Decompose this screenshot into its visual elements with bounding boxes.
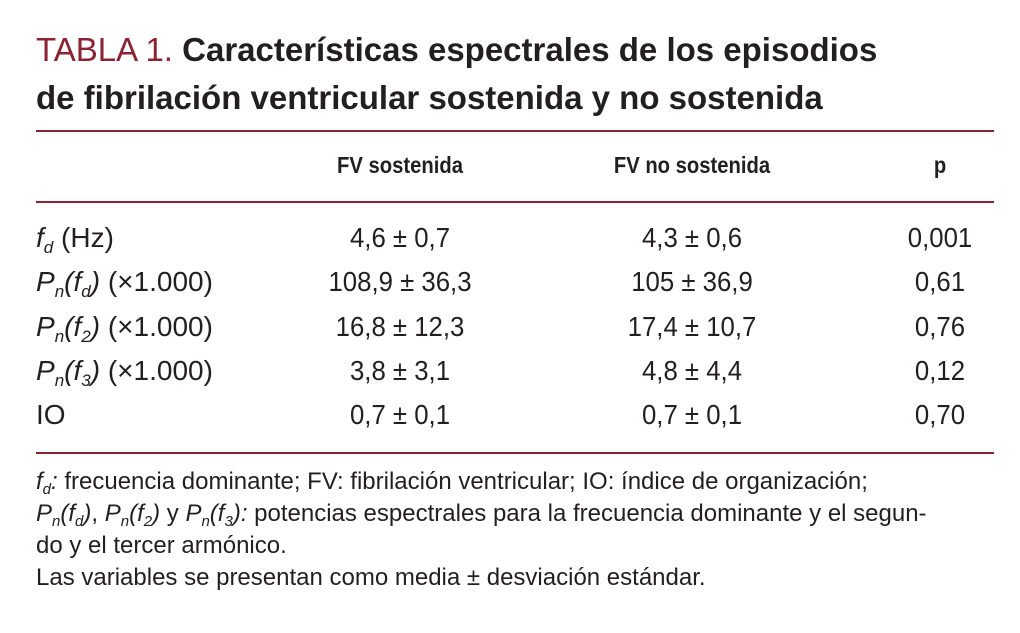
- row-label: $P_n(f_3)$ (×1.000): [36, 355, 213, 390]
- table-footnotes: [36, 466, 996, 594]
- cell-fv-sostenida: 108,9 ± 36,3: [328, 266, 472, 297]
- title-line-2: de fibrilación ventricular sostenida y no sostenida: [36, 79, 823, 116]
- cell-fv-sostenida: 3,8 ± 3,1: [349, 355, 451, 386]
- table-row-pn-f3: [0, 355, 1020, 399]
- cell-p: 0,70: [914, 399, 966, 430]
- table-row-fd: [0, 222, 1020, 266]
- top-rule: [36, 130, 994, 132]
- cell-fv-sostenida: 4,6 ± 0,7: [349, 222, 451, 253]
- table-row-pn-fd: [0, 266, 1020, 310]
- footnote-abbreviations: $f_d$: frecuencia dominante; FV: fibrilación ventricular; IO: índice de organización;: [36, 468, 868, 498]
- footnote-harmonics: do y el tercer armónico.: [36, 532, 287, 559]
- row-label: $P_n(f_d)$ (×1.000): [36, 266, 213, 301]
- cell-fv-no-sostenida: 105 ± 36,9: [631, 266, 753, 297]
- footnote-variables: Las variables se presentan como media ± desviación estándar.: [36, 564, 706, 591]
- cell-p: 0,76: [914, 311, 966, 342]
- bottom-rule: [36, 452, 994, 454]
- title-line-1: Características espectrales de los episodios: [182, 31, 878, 68]
- header-fv-no-sostenida: FV no sostenida: [613, 152, 771, 178]
- cell-p: 0,12: [914, 355, 966, 386]
- row-label: IO: [36, 399, 66, 430]
- cell-fv-no-sostenida: 17,4 ± 10,7: [627, 311, 757, 342]
- cell-p: 0,001: [907, 222, 973, 253]
- row-label: $f_d$ (Hz): [36, 222, 114, 257]
- cell-fv-no-sostenida: 4,3 ± 0,6: [641, 222, 743, 253]
- table-row-io: [0, 399, 1020, 443]
- cell-fv-sostenida: 0,7 ± 0,1: [349, 399, 451, 430]
- table-title: [36, 26, 1006, 122]
- table-number: TABLA 1.: [36, 31, 173, 68]
- footnote-spectral-powers: $P_n(f_d)$, $P_n(f_2)$ y $P_n(f_3)$: potencias espectrales para la frecuencia dominante y el segun-: [36, 500, 927, 530]
- cell-fv-sostenida: 16,8 ± 12,3: [335, 311, 465, 342]
- header-rule: [36, 201, 994, 203]
- row-label: $P_n(f_2)$ (×1.000): [36, 311, 213, 346]
- cell-p: 0,61: [914, 266, 966, 297]
- header-fv-sostenida: FV sostenida: [337, 152, 463, 178]
- cell-fv-no-sostenida: 4,8 ± 4,4: [641, 355, 743, 386]
- table-row-pn-f2: [0, 311, 1020, 355]
- cell-fv-no-sostenida: 0,7 ± 0,1: [641, 399, 743, 430]
- header-p: p: [933, 152, 947, 178]
